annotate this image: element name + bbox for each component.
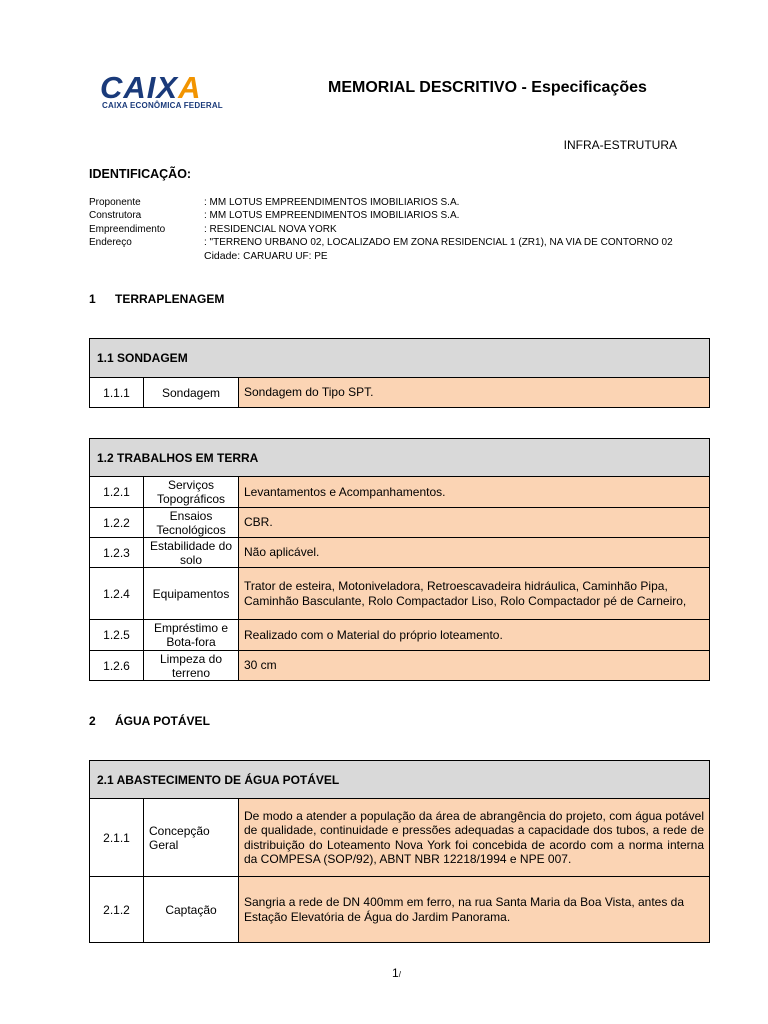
- info-label-construtora: Construtora: [89, 210, 142, 221]
- row-description: Realizado com o Material do próprio loteamento.: [239, 620, 710, 651]
- row-description: 30 cm: [239, 651, 710, 681]
- table-header-row: [90, 339, 710, 378]
- info-value-endereco: : "TERRENO URBANO 02, LOCALIZADO EM ZONA RESIDENCIAL 1 (ZR1), NA VIA DE CONTORNO 02: [204, 237, 673, 248]
- row-item: Equipamentos: [144, 568, 239, 620]
- row-item: Estabilidade do solo: [144, 538, 239, 568]
- table-row: [90, 477, 710, 508]
- table-row: [90, 799, 710, 877]
- row-code: 1.2.6: [90, 651, 144, 681]
- trabalhos-table: [89, 438, 710, 681]
- row-description: Não aplicável.: [239, 538, 710, 568]
- identificacao-heading: IDENTIFICAÇÃO:: [89, 167, 192, 181]
- row-description: CBR.: [239, 508, 710, 538]
- row-description: Sondagem do Tipo SPT.: [239, 378, 710, 408]
- row-code: 1.2.4: [90, 568, 144, 620]
- document-title: MEMORIAL DESCRITIVO - Especificações: [328, 79, 647, 96]
- row-description: Levantamentos e Acompanhamentos.: [239, 477, 710, 508]
- table-header-row: [90, 439, 710, 477]
- sondagem-table: [89, 338, 710, 408]
- row-description: Trator de esteira, Motoniveladora, Retroescavadeira hidráulica, Caminhão Pipa, Caminhão Basculante, Rolo Compactador Liso, Rolo Compactador pé de Carneiro,: [239, 568, 710, 620]
- trabalhos-header: 1.2 TRABALHOS EM TERRA: [90, 439, 710, 477]
- abastecimento-table: [89, 760, 710, 943]
- row-item: Captação: [144, 877, 239, 943]
- row-item: Concepção Geral: [144, 799, 239, 877]
- info-cidade: Cidade: CARUARU UF: PE: [204, 250, 328, 262]
- row-code: 1.2.1: [90, 477, 144, 508]
- section-tag: INFRA-ESTRUTURA: [563, 138, 677, 152]
- row-code: 1.2.3: [90, 538, 144, 568]
- row-description: De modo a atender a população da área de abrangência do projeto, com água potável de qualidade, continuidade e pressões adequadas a capacidade dos tubos, a rede de distribuição do Loteamento Nova York foi concebida de acordo com a norma interna da COMPESA (SOP/92), ABNT NBR 12218/1994 e NPE 007.: [239, 799, 710, 877]
- sondagem-header: 1.1 SONDAGEM: [90, 339, 710, 378]
- table-row: [90, 378, 710, 408]
- table-row: [90, 877, 710, 943]
- info-label-empreendimento: Empreendimento: [89, 224, 166, 235]
- table-row: [90, 620, 710, 651]
- logo-wordmark: CAIXA: [100, 70, 202, 105]
- table-header-row: [90, 761, 710, 799]
- table-row: [90, 508, 710, 538]
- table-row: [90, 538, 710, 568]
- info-value-construtora: : MM LOTUS EMPREENDIMENTOS IMOBILIARIOS S.A.: [204, 210, 460, 221]
- row-item: Ensaios Tecnológicos: [144, 508, 239, 538]
- row-code: 2.1.2: [90, 877, 144, 943]
- table-row: [90, 651, 710, 681]
- row-item: Sondagem: [144, 378, 239, 408]
- section-1-heading: 1 TERRAPLENAGEM: [89, 292, 225, 306]
- row-description: Sangria a rede de DN 400mm em ferro, na rua Santa Maria da Boa Vista, antes da Estação Elevatória de Água do Jardim Panorama.: [239, 877, 710, 943]
- info-label-endereco: Endereço: [89, 237, 132, 248]
- row-code: 1.2.5: [90, 620, 144, 651]
- row-code: 1.1.1: [90, 378, 144, 408]
- row-item: Serviços Topográficos: [144, 477, 239, 508]
- info-value-empreendimento: : RESIDENCIAL NOVA YORK: [204, 224, 337, 235]
- page-number: 1/: [392, 966, 401, 980]
- row-item: Limpeza do terreno: [144, 651, 239, 681]
- section-2-heading: 2 ÁGUA POTÁVEL: [89, 714, 210, 728]
- row-code: 2.1.1: [90, 799, 144, 877]
- info-label-proponente: Proponente: [89, 197, 141, 208]
- row-code: 1.2.2: [90, 508, 144, 538]
- info-value-proponente: : MM LOTUS EMPREENDIMENTOS IMOBILIARIOS S.A.: [204, 197, 460, 208]
- table-row: [90, 568, 710, 620]
- caixa-logo: [100, 70, 240, 114]
- row-item: Empréstimo e Bota-fora: [144, 620, 239, 651]
- abastecimento-header: 2.1 ABASTECIMENTO DE ÁGUA POTÁVEL: [90, 761, 710, 799]
- logo-subtitle: CAIXA ECONÔMICA FEDERAL: [102, 101, 223, 110]
